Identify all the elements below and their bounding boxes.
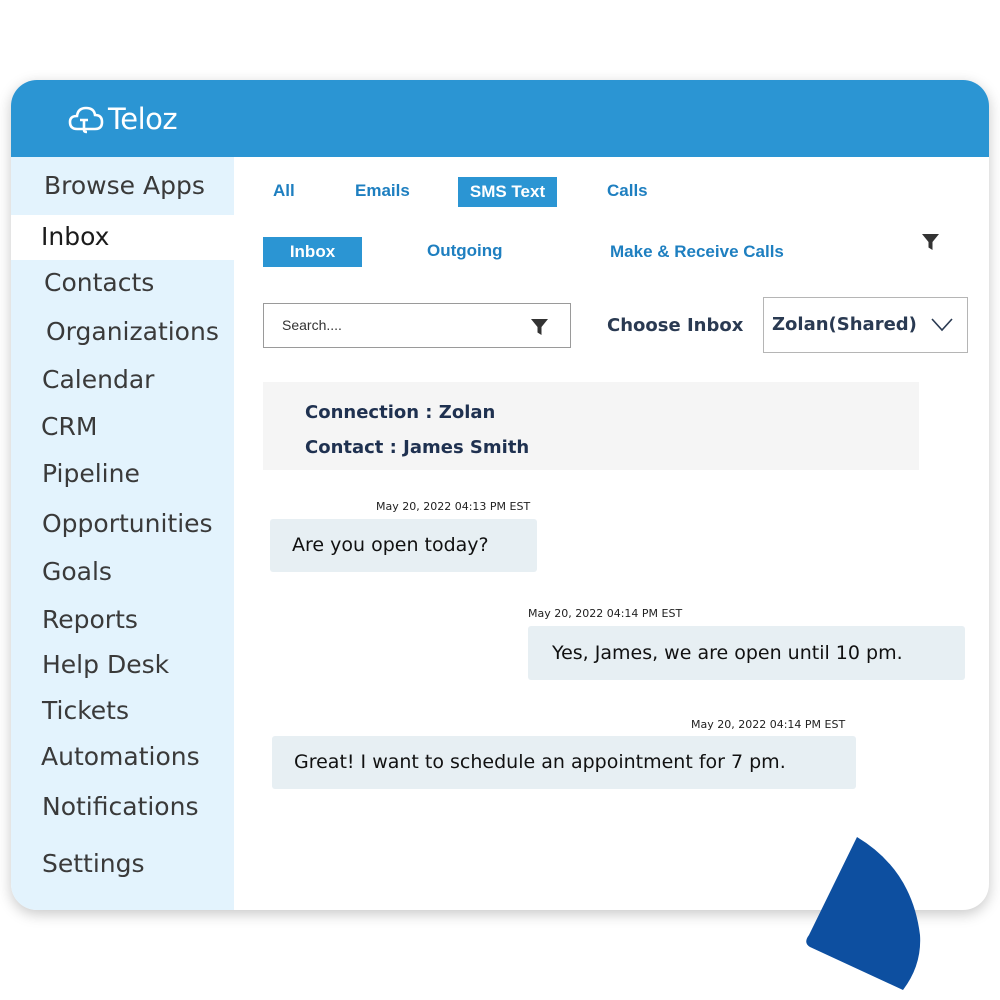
message-bubble-outgoing[interactable] <box>528 626 965 680</box>
connection-label: Connection : Zolan <box>305 402 496 423</box>
header-bar <box>11 80 989 157</box>
sidebar-item-reports[interactable]: Reports <box>42 605 138 634</box>
sidebar-item-notifications[interactable]: Notifications <box>42 792 199 821</box>
message-bubble-incoming[interactable] <box>270 519 537 572</box>
inbox-select[interactable] <box>763 297 968 353</box>
tab-emails[interactable]: Emails <box>355 181 410 200</box>
logo[interactable] <box>68 102 177 136</box>
tab-make-receive-calls[interactable]: Make & Receive Calls <box>610 242 784 261</box>
message-timestamp: May 20, 2022 04:14 PM EST <box>528 607 683 620</box>
sidebar-item-contacts[interactable]: Contacts <box>44 268 155 297</box>
tab-sms-text[interactable]: SMS Text <box>458 177 557 207</box>
sidebar-item-crm[interactable]: CRM <box>41 412 98 441</box>
sidebar-item-opportunities[interactable]: Opportunities <box>42 509 213 538</box>
message-text: Yes, James, we are open until 10 pm. <box>552 642 903 664</box>
message-bubble-incoming[interactable] <box>272 736 856 789</box>
conversation-info <box>263 382 919 470</box>
tab-inbox[interactable]: Inbox <box>263 237 362 267</box>
sidebar-item-help-desk[interactable]: Help Desk <box>42 650 170 679</box>
sidebar-item-tickets[interactable]: Tickets <box>42 696 129 725</box>
search-input[interactable]: Search.... <box>282 317 342 333</box>
cloud-logo-icon <box>68 104 104 134</box>
sidebar-item-pipeline[interactable]: Pipeline <box>42 459 140 488</box>
tab-calls[interactable]: Calls <box>607 181 648 200</box>
filter-icon[interactable] <box>921 233 940 252</box>
app-window <box>11 80 989 910</box>
choose-inbox-label: Choose Inbox <box>607 315 744 336</box>
sidebar-item-inbox[interactable]: Inbox <box>11 215 234 260</box>
message-timestamp: May 20, 2022 04:13 PM EST <box>376 500 531 513</box>
tab-all[interactable]: All <box>273 181 295 200</box>
search-box[interactable] <box>263 303 571 348</box>
sidebar-item-organizations[interactable]: Organizations <box>46 317 219 346</box>
sidebar <box>11 157 234 910</box>
search-filter-icon[interactable] <box>530 318 549 337</box>
chevron-down-icon <box>931 318 953 332</box>
sidebar-item-settings[interactable]: Settings <box>42 849 145 878</box>
sidebar-item-calendar[interactable]: Calendar <box>42 365 155 394</box>
message-timestamp: May 20, 2022 04:14 PM EST <box>691 718 846 731</box>
sidebar-item-automations[interactable]: Automations <box>41 742 200 771</box>
message-text: Great! I want to schedule an appointment for 7 pm. <box>294 751 786 773</box>
inbox-select-value: Zolan(Shared) <box>772 314 917 335</box>
message-text: Are you open today? <box>292 534 489 556</box>
sidebar-item-goals[interactable]: Goals <box>42 557 112 586</box>
decorative-wedge-shape <box>800 835 925 995</box>
tab-outgoing[interactable]: Outgoing <box>427 241 503 260</box>
sidebar-item-browse-apps[interactable]: Browse Apps <box>44 171 205 200</box>
app-name: Teloz <box>108 102 178 136</box>
contact-label: Contact : James Smith <box>305 437 530 458</box>
